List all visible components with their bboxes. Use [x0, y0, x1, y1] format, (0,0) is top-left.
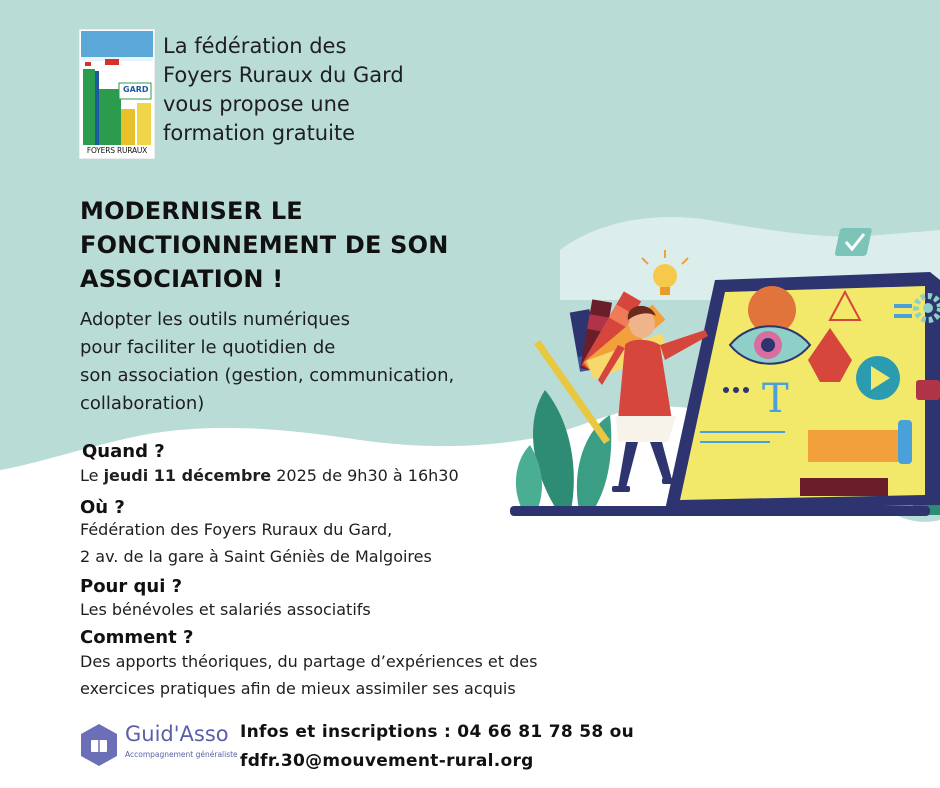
subtitle-line: pour faciliter le quotidien de [80, 337, 336, 358]
svg-text:T: T [762, 376, 789, 422]
intro-line: La fédération des [163, 34, 347, 58]
audience-line: Les bénévoles et salariés associatifs [80, 600, 371, 619]
guidasso-tagline: Accompagnement généraliste [125, 750, 238, 759]
foyers-ruraux-logo [79, 29, 155, 159]
guidasso-emblem [79, 722, 119, 768]
intro-text [163, 32, 404, 148]
training-subtitle [80, 306, 454, 418]
method-line: Des apports théoriques, du partage d’expériences et des [80, 652, 538, 671]
where-heading: Où ? [80, 497, 125, 518]
contact-email-link[interactable]: fdfr.30@mouvement-rural.org [240, 751, 534, 771]
logo-graphic [79, 29, 155, 159]
when-prefix: Le [80, 466, 104, 485]
title-line: MODERNISER LE [80, 197, 303, 225]
when-heading: Quand ? [82, 441, 165, 462]
method-line: exercices pratiques afin de mieux assimiler ses acquis [80, 679, 516, 698]
guidasso-name: Guid'Asso [125, 722, 229, 746]
where-line: 2 av. de la gare à Saint Géniès de Malgoires [80, 547, 432, 566]
contact-info [240, 718, 634, 776]
intro-line: vous propose une [163, 92, 350, 116]
intro-line: formation gratuite [163, 121, 356, 145]
logo-name-label: FOYERS RURAUX [86, 146, 148, 155]
when-details [80, 462, 459, 489]
title-line: ASSOCIATION ! [80, 265, 284, 293]
digital-tools-illustration [500, 220, 940, 525]
audience-heading: Pour qui ? [80, 576, 183, 597]
subtitle-line: Adopter les outils numériques [80, 309, 350, 330]
training-title [80, 194, 449, 296]
method-heading: Comment ? [80, 627, 194, 648]
subtitle-line: son association (gestion, communication, [80, 365, 455, 386]
title-line: FONCTIONNEMENT DE SON [80, 231, 449, 259]
where-line: Fédération des Foyers Ruraux du Gard, [80, 520, 393, 539]
subtitle-line: collaboration) [80, 393, 205, 414]
intro-line: Foyers Ruraux du Gard [163, 63, 404, 87]
logo-region-label: GARD [123, 85, 149, 94]
guidasso-logo [79, 716, 238, 772]
check-icon [834, 228, 872, 256]
when-date: jeudi 11 décembre [103, 466, 272, 485]
when-suffix: 2025 de 9h30 à 16h30 [271, 466, 459, 485]
contact-phone-line: Infos et inscriptions : 04 66 81 78 58 ou [240, 722, 635, 742]
lightbulb-icon [642, 250, 688, 295]
